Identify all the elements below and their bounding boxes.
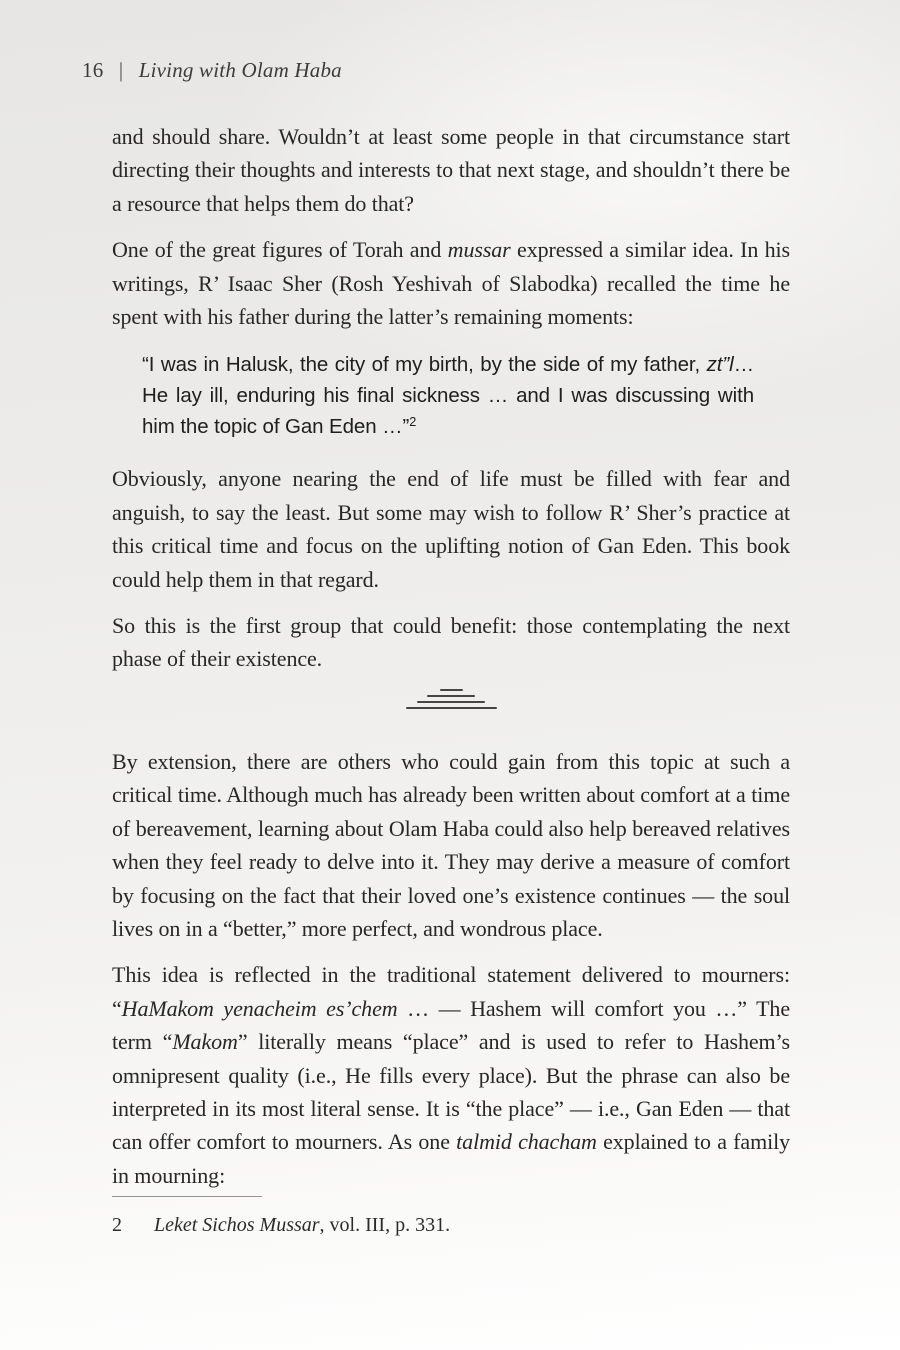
paragraph-5: By extension, there are others who could gain from this topic at such a critical time. Although much has already been written about comfort at a time of bereavement, learning about Olam Haba could also help bereaved relatives when they feel ready to delve into it. They may derive a measure of comfort by focusing on the fact that their loved one’s existence continues — the soul lives on in a “better,” more perfect, and wondrous place. bbox=[112, 748, 790, 941]
footnote-text: Leket Sichos Mussar, vol. III, p. 331. bbox=[154, 1214, 451, 1236]
footnote-number: 2 bbox=[112, 1214, 122, 1236]
paragraph-4: So this is the first group that could benefit: those contemplating the next phase of their existence. bbox=[112, 613, 790, 672]
block-quote: “I was in Halusk, the city of my birth, by the side of my father, zt”l… He lay ill, enduring his final sickness … and I was discussing with him the topic of Gan Eden …”$^2$ bbox=[142, 353, 754, 439]
divider-line bbox=[417, 701, 485, 703]
page-number: 16 bbox=[82, 58, 104, 82]
page-body bbox=[112, 120, 790, 1205]
divider-line bbox=[427, 695, 475, 697]
section-divider-ornament bbox=[405, 689, 497, 709]
running-header bbox=[82, 58, 342, 83]
divider-line bbox=[406, 707, 497, 709]
paragraph-3: Obviously, anyone nearing the end of life must be filled with fear and anguish, to say the least. But some may wish to follow R’ Sher’s practice at this critical time and focus on the uplifting notion of Gan Eden. This book could help them in that regard. bbox=[112, 466, 790, 592]
divider-line bbox=[440, 689, 463, 691]
paragraph-6: This idea is reflected in the traditional statement delivered to mourners: “HaMakom yenacheim es’chem … — Hashem will comfort you …” The term “Makom” literally means “place” and is used to refer to Hashem’s omnipresent quality (i.e., He fills every place). But the phrase can also be interpreted in its most literal sense. It is “the place” — i.e., Gan Eden — that can offer comfort to mourners. As one talmid chacham explained to a family in mourning: bbox=[112, 962, 791, 1188]
footnote-rule bbox=[112, 1196, 262, 1197]
paragraph-2: One of the great figures of Torah and mussar expressed a similar idea. In his writings, R’ Isaac Sher (Rosh Yeshivah of Slabodka) recalled the time he spent with his father during the latter’s remaining moments: bbox=[112, 237, 791, 330]
footnote bbox=[112, 1212, 790, 1238]
footnote-area bbox=[112, 1196, 790, 1238]
book-title: Living with Olam Haba bbox=[138, 58, 342, 82]
paragraph-1: and should share. Wouldn’t at least some people in that circumstance start directing their thoughts and interests to that next stage, and shouldn’t there be a resource that helps them do that? bbox=[112, 124, 790, 216]
header-separator: | bbox=[118, 58, 124, 82]
